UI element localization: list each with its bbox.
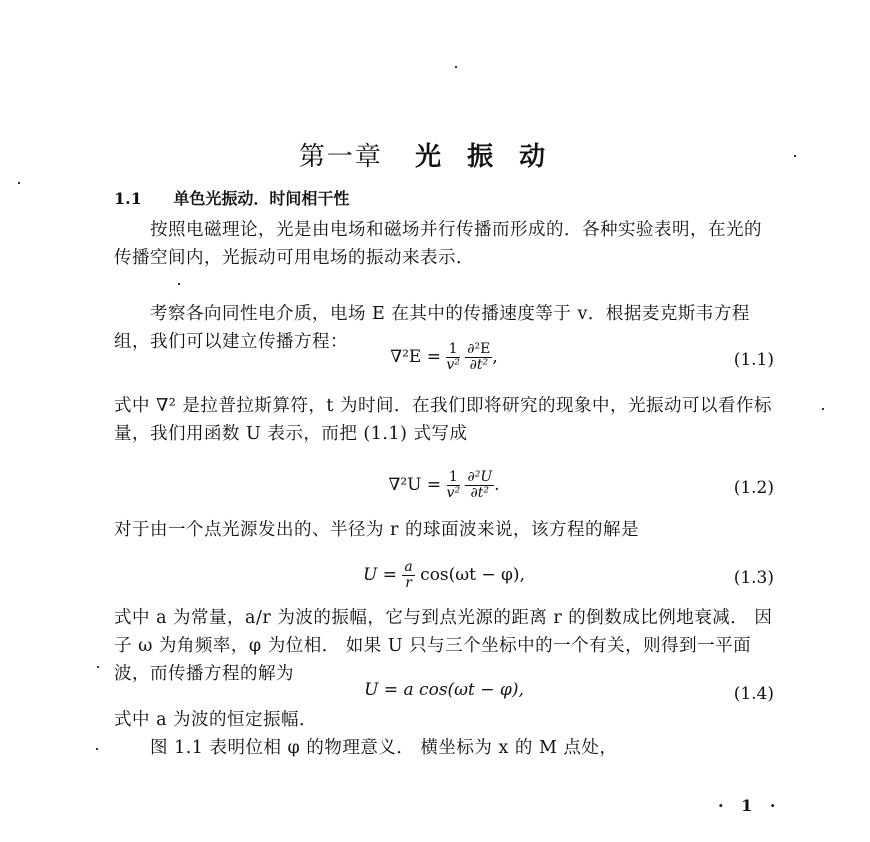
numerator: 1 (447, 470, 461, 486)
paragraph-7: 图 1.1 表明位相 φ 的物理意义． 横坐标为 x 的 M 点处， (150, 738, 618, 758)
eq-tail: cos(ωt − φ), (420, 565, 525, 585)
eq-lhs: ∇²U = (388, 475, 442, 495)
numerator: ∂²E (467, 341, 491, 357)
equation-1-2 (114, 470, 774, 510)
scan-speck (822, 408, 824, 410)
paragraph-2: 考察各向同性电介质，电场 E 在其中的传播速度等于 v．根据麦克斯韦方程组，我们可以建立传播方程： (114, 304, 750, 352)
scan-speck (178, 283, 180, 285)
scan-speck (794, 155, 796, 157)
section-number: 1.1 (114, 189, 142, 208)
chapter-main-title: 光振动 (415, 142, 572, 172)
eq-lhs: U = a cos(ωt − φ), (364, 680, 524, 700)
denominator: ∂t² (470, 485, 490, 501)
page-number: · 1 · (718, 796, 782, 815)
section-title: 单色光振动．时间相干性 (173, 189, 350, 208)
numerator: a (404, 559, 413, 575)
paragraph-5: 式中 a 为常量，a/r 为波的振幅，它与到点光源的距离 r 的倒数成比例地衰减． 因子 ω 为角频率，φ 为位相． 如果 U 只与三个坐标中的一个有关，则得到一平面波，而传播方程的解为 (114, 608, 773, 684)
scan-speck (18, 182, 20, 184)
denominator: r (405, 575, 412, 591)
eq-tail: . (494, 475, 500, 495)
equation-1-3 (114, 560, 774, 600)
equation-body (114, 470, 774, 501)
paragraph-4: 对于由一个点光源发出的、半径为 r 的球面波来说，该方程的解是 (114, 520, 639, 540)
section-heading (114, 186, 349, 209)
equation-1-1 (114, 342, 774, 382)
fraction (465, 470, 494, 501)
denominator: ∂t² (469, 357, 489, 373)
equation-number: (1.1) (733, 350, 774, 370)
chapter-title (0, 136, 870, 173)
paragraph-1: 按照电磁理论，光是由电场和磁场并行传播而形成的．各种实验表明，在光的传播空间内，光振动可用电场的振动来表示． (114, 220, 762, 268)
equation-body (114, 680, 774, 700)
scan-speck (455, 66, 457, 68)
scan-speck (96, 748, 98, 750)
equation-body (114, 560, 774, 591)
scan-speck (97, 666, 99, 668)
chapter-prefix: 第一章 (298, 142, 383, 172)
eq-lhs: ∇²E = (390, 347, 441, 367)
equation-number: (1.3) (733, 568, 774, 588)
fraction (446, 342, 460, 373)
paragraph-6: 式中 a 为波的恒定振幅． (114, 710, 318, 730)
eq-tail: , (492, 347, 498, 367)
numerator: 1 (446, 342, 460, 358)
equation-number: (1.2) (733, 478, 774, 498)
numerator: ∂²U (467, 469, 493, 485)
eq-lhs: U = (363, 565, 397, 585)
denominator: v² (446, 357, 460, 373)
fraction (402, 560, 414, 591)
fraction (465, 342, 492, 373)
equation-number: (1.4) (733, 684, 774, 704)
fraction (447, 470, 461, 501)
paragraph-3: 式中 ∇² 是拉普拉斯算符，t 为时间．在我们即将研究的现象中，光振动可以看作标量，我们用函数 U 表示，而把 (1.1) 式写成 (114, 396, 772, 444)
denominator: v² (446, 485, 461, 501)
equation-body (114, 342, 774, 373)
